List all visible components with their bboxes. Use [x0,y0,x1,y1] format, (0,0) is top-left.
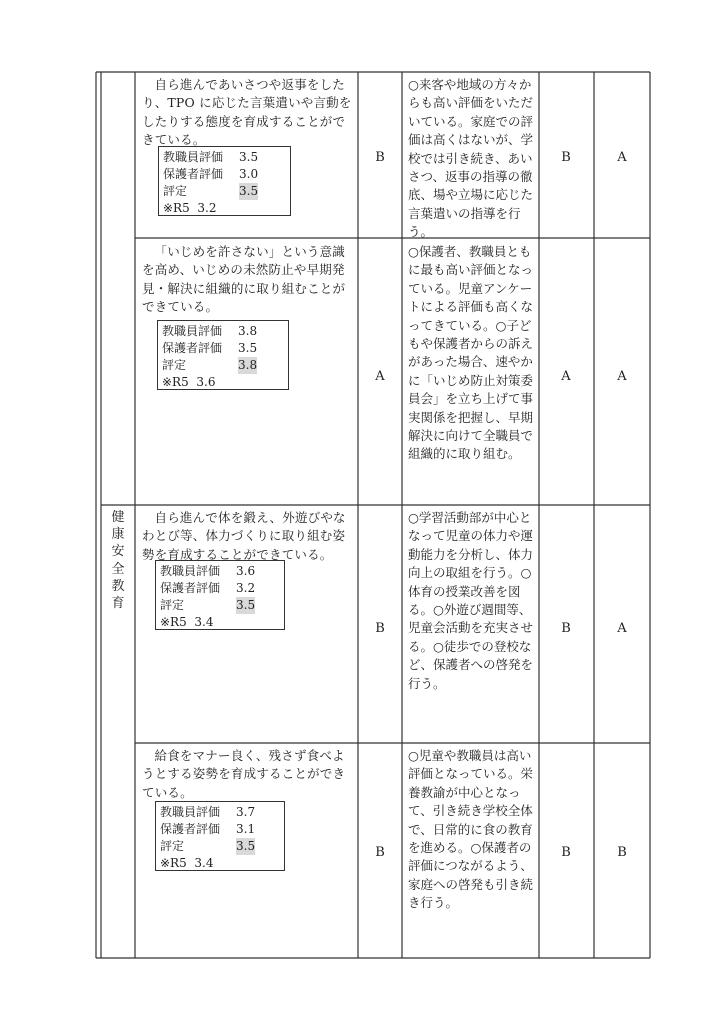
prev-year-label: ※R5 [160,615,187,629]
category-char: 育 [111,596,125,612]
category-char: 安 [111,544,125,560]
eval-label: 評定 [163,184,188,198]
score-box [155,801,285,871]
grade-2: B [561,621,571,636]
goal-text: 自ら進んであいさつや返事をしたり、TPO に応じた言葉遣いや言動をしたりする態度を育成することができている。 [142,77,352,148]
grade-3: B [617,845,627,860]
goal-text: 自ら進んで体を鍛え、外遊びやなわとび等、体力づくりに取り組む姿勢を育成することができている。 [142,510,346,562]
category-char: 全 [111,561,125,577]
parent-score-label: 保護者評価 [160,822,221,836]
eval-label: 評定 [162,358,187,372]
parent-score-value: 3.5 [238,341,258,355]
self-grade: A [375,369,385,384]
eval-label: 評定 [160,598,185,612]
self-grade: B [375,621,385,636]
eval-value: 3.8 [238,358,258,372]
grade-3: A [617,150,627,165]
goal-text: 給食をマナー良く、残さず食べようとする姿勢を育成することができている。 [142,748,346,800]
staff-score-label: 教職員評価 [162,324,223,338]
prev-year-label: ※R5 [163,201,190,215]
self-grade: B [375,845,385,860]
parent-score-value: 3.1 [236,822,256,836]
staff-score-value: 3.6 [236,564,256,578]
improvement-text: ○来客や地域の方々からも高い評価をいただいている。家庭での評価は高くはないが、学校では引き続き、あいさつ、返事の指導の徹底、場や立場に応じた言葉遣いの指導を行う。 [408,77,534,240]
category-char: 健 [111,510,125,525]
staff-score-value: 3.8 [238,324,258,338]
grade-3: A [617,369,627,384]
improvement-text: ○学習活動部が中心となって児童の体力や運動能力を分析し、体力向上の取組を行う。○体育の授業改善を図る。○外遊び週間等、児童会活動を充実させる。○徒歩での登校など、保護者への啓発を行う。 [408,510,534,691]
score-box [157,320,289,390]
prev-year-value: 3.2 [197,201,217,215]
grade-2: A [561,369,571,384]
parent-score-value: 3.0 [239,167,259,181]
score-box [155,560,285,630]
eval-value: 3.5 [236,598,256,612]
improvement-text: ○児童や教職員は高い評価となっている。栄養教諭が中心となって、引き続き学校全体で、日常的に食の教育を進める。○保護者の評価につながるよう、家庭への啓発も引き続き行う。 [408,748,534,911]
improvement-text: ○保護者、教職員ともに最も高い評価となっている。児童アンケートによる評価も高くなってきている。○子どもや保護者からの訴えがあった場合、速やかに「いじめ防止対策委員会」を立ち上げて事実関係を把握し、早期解決に向けて全職員で組織的に取り組む。 [408,244,534,462]
parent-score-label: 保護者評価 [160,581,221,595]
category-char: 康 [111,527,125,543]
grade-2: B [561,150,571,165]
category-char: 教 [111,578,125,594]
parent-score-value: 3.2 [236,581,256,595]
staff-score-value: 3.7 [236,805,256,819]
parent-score-label: 保護者評価 [163,167,224,181]
eval-label: 評定 [160,839,185,853]
prev-year-value: 3.6 [196,375,216,389]
staff-score-label: 教職員評価 [160,805,221,819]
score-box [158,146,291,216]
goal-text: 「いじめを許さない」という意識を高め、いじめの未然防止や早期発見・解決に組織的に取り組むことができている。 [142,244,346,315]
eval-value: 3.5 [236,839,256,853]
prev-year-label: ※R5 [162,375,189,389]
grade-3: A [617,621,627,636]
prev-year-label: ※R5 [160,856,187,870]
self-grade: B [375,150,385,165]
category-label [103,509,133,612]
staff-score-label: 教職員評価 [160,564,221,578]
staff-score-label: 教職員評価 [163,150,224,164]
eval-value: 3.5 [239,184,259,198]
prev-year-value: 3.4 [194,615,214,629]
parent-score-label: 保護者評価 [162,341,223,355]
grade-2: B [561,845,571,860]
staff-score-value: 3.5 [239,150,259,164]
prev-year-value: 3.4 [194,856,214,870]
